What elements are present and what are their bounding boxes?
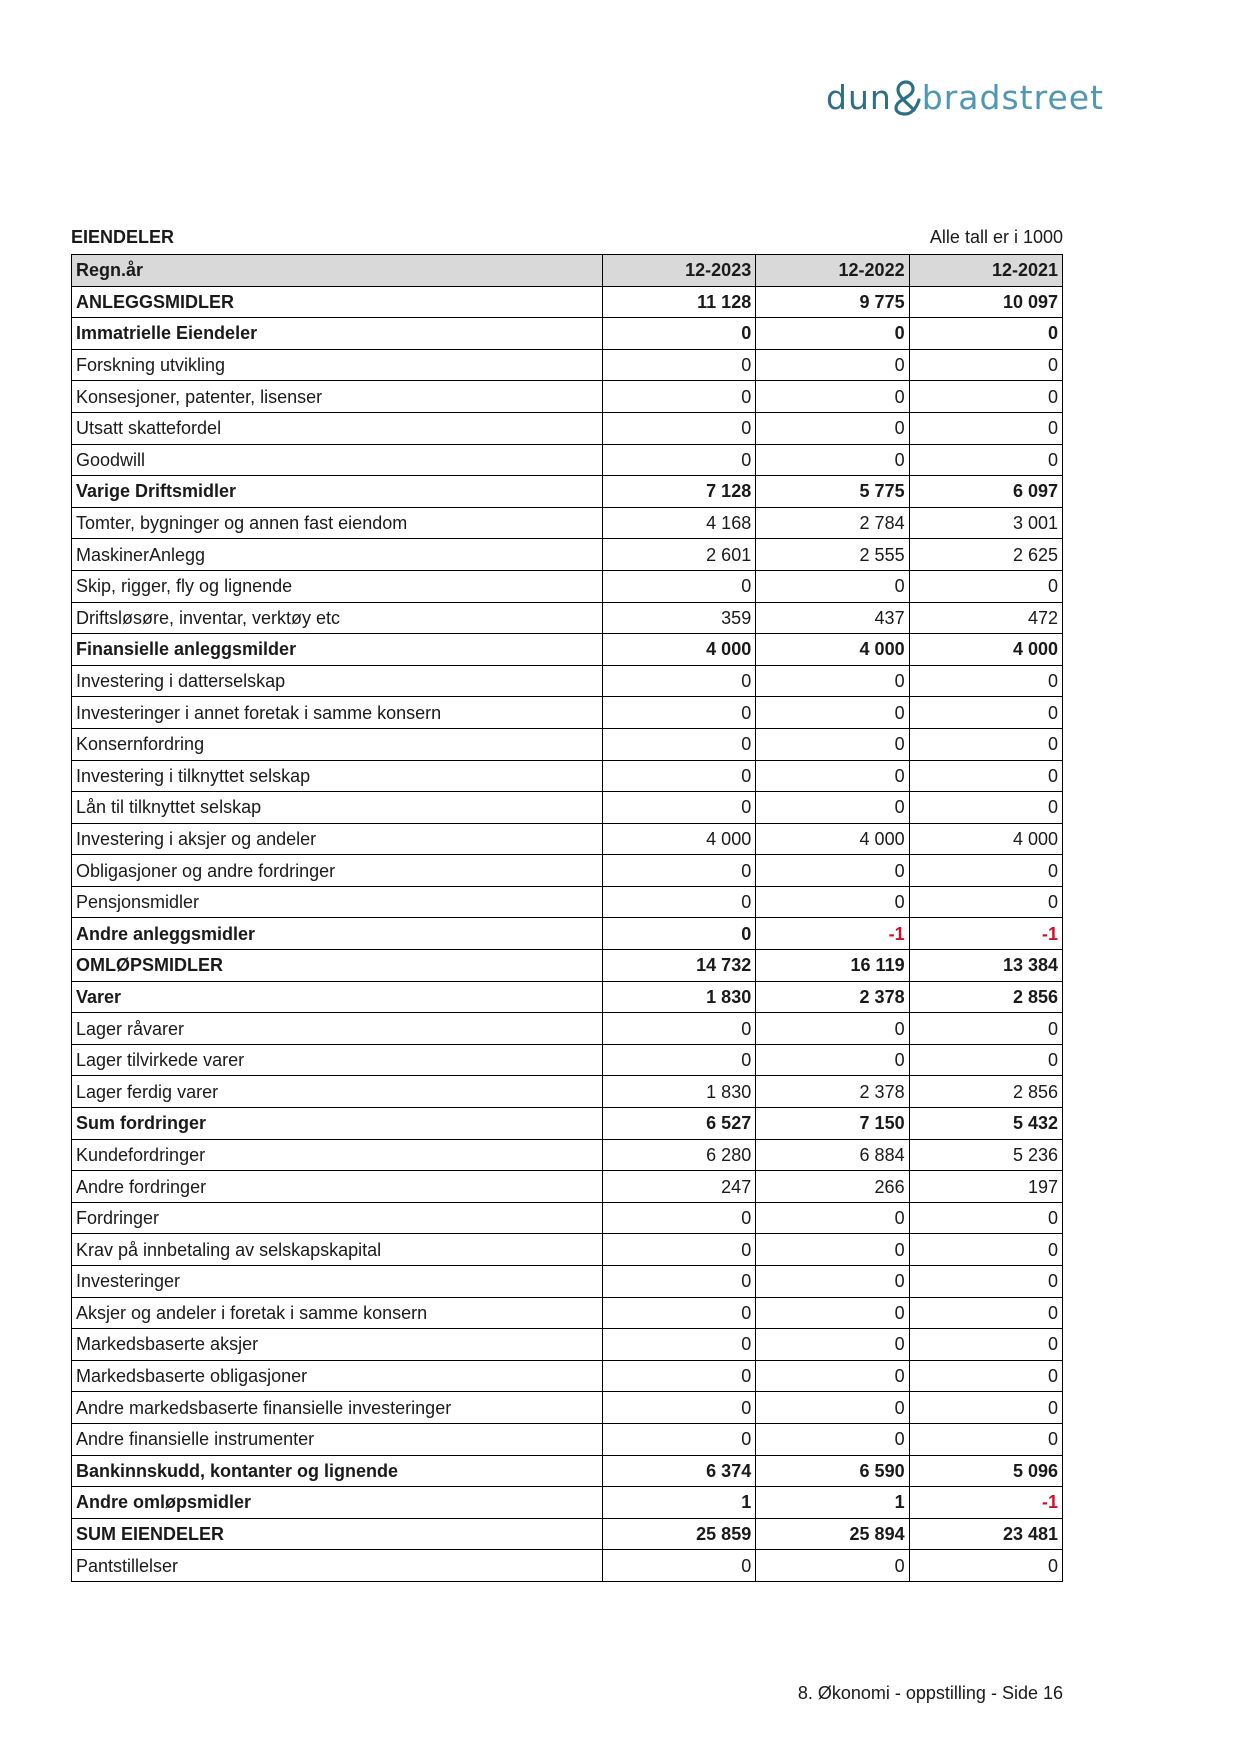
row-value: 0: [756, 412, 909, 444]
row-value: 16 119: [756, 950, 909, 982]
table-header-row: [72, 255, 1063, 287]
row-value: 25 894: [756, 1518, 909, 1550]
row-value: 0: [602, 665, 755, 697]
row-label: Fordringer: [72, 1202, 603, 1234]
row-label: Andre anleggsmidler: [72, 918, 603, 950]
row-value: 0: [909, 665, 1062, 697]
row-label: SUM EIENDELER: [72, 1518, 603, 1550]
table-row: [72, 886, 1063, 918]
row-label: Investeringer: [72, 1266, 603, 1298]
table-row: [72, 507, 1063, 539]
row-label: Obligasjoner og andre fordringer: [72, 855, 603, 887]
row-value: 0: [756, 665, 909, 697]
table-row: [72, 476, 1063, 508]
row-value: 4 168: [602, 507, 755, 539]
row-value: 0: [909, 444, 1062, 476]
row-value: 0: [909, 1297, 1062, 1329]
row-label: Immatrielle Eiendeler: [72, 318, 603, 350]
row-label: MaskinerAnlegg: [72, 539, 603, 571]
table-row: [72, 1360, 1063, 1392]
table-row: [72, 412, 1063, 444]
table-row: [72, 1297, 1063, 1329]
row-label: Markedsbaserte aksjer: [72, 1329, 603, 1361]
table-row: [72, 760, 1063, 792]
row-value: 0: [602, 1329, 755, 1361]
row-label: Varige Driftsmidler: [72, 476, 603, 508]
table-row: [72, 634, 1063, 666]
row-value: 0: [756, 1044, 909, 1076]
table-row: [72, 981, 1063, 1013]
row-label: OMLØPSMIDLER: [72, 950, 603, 982]
row-label: Andre omløpsmidler: [72, 1487, 603, 1519]
row-value: 0: [909, 1329, 1062, 1361]
row-value: 0: [909, 1044, 1062, 1076]
table-row: [72, 1171, 1063, 1203]
row-label: Investering i datterselskap: [72, 665, 603, 697]
row-value: 0: [756, 1550, 909, 1582]
row-value: 0: [602, 1013, 755, 1045]
table-row: [72, 1423, 1063, 1455]
row-value: 0: [756, 855, 909, 887]
table-row: [72, 1487, 1063, 1519]
row-value: 2 856: [909, 981, 1062, 1013]
row-value: 0: [756, 1423, 909, 1455]
row-value: 6 280: [602, 1139, 755, 1171]
row-value: 1 830: [602, 981, 755, 1013]
table-row: [72, 1550, 1063, 1582]
row-value: 6 097: [909, 476, 1062, 508]
table-row: [72, 950, 1063, 982]
row-label: Goodwill: [72, 444, 603, 476]
table-row: [72, 792, 1063, 824]
row-value: 0: [602, 1044, 755, 1076]
row-value: 0: [602, 886, 755, 918]
row-label: Tomter, bygninger og annen fast eiendom: [72, 507, 603, 539]
row-value: 0: [909, 1360, 1062, 1392]
row-value: 4 000: [909, 634, 1062, 666]
row-value: 0: [909, 760, 1062, 792]
table-row: [72, 918, 1063, 950]
row-value: 4 000: [602, 823, 755, 855]
row-value: 0: [756, 1202, 909, 1234]
table-body: [72, 286, 1063, 1581]
row-value: 14 732: [602, 950, 755, 982]
row-value: 472: [909, 602, 1062, 634]
row-label: Forskning utvikling: [72, 349, 603, 381]
row-label: Lån til tilknyttet selskap: [72, 792, 603, 824]
row-value: 0: [909, 1013, 1062, 1045]
row-label: Driftsløsøre, inventar, verktøy etc: [72, 602, 603, 634]
row-value: 0: [909, 1423, 1062, 1455]
row-value: 359: [602, 602, 755, 634]
row-label: Andre finansielle instrumenter: [72, 1423, 603, 1455]
row-value: 0: [909, 1234, 1062, 1266]
row-value: 2 625: [909, 539, 1062, 571]
table-row: [72, 381, 1063, 413]
row-value: 0: [602, 1297, 755, 1329]
row-value: 0: [602, 855, 755, 887]
row-value: 0: [909, 792, 1062, 824]
row-value: 6 374: [602, 1455, 755, 1487]
table-row: [72, 823, 1063, 855]
row-value: 4 000: [909, 823, 1062, 855]
row-value: 0: [602, 1423, 755, 1455]
row-value: 0: [756, 570, 909, 602]
table-row: [72, 1013, 1063, 1045]
row-label: Markedsbaserte obligasjoner: [72, 1360, 603, 1392]
table-row: [72, 1455, 1063, 1487]
row-value: 0: [756, 1329, 909, 1361]
unit-note: Alle tall er i 1000: [929, 227, 1063, 247]
row-value: 2 555: [756, 539, 909, 571]
row-value: 0: [756, 1392, 909, 1424]
row-value: 0: [602, 570, 755, 602]
row-value: 11 128: [602, 286, 755, 318]
row-label: Andre fordringer: [72, 1171, 603, 1203]
balance-sheet-table: [71, 254, 1063, 1582]
row-value: 0: [602, 412, 755, 444]
row-value: 0: [756, 1234, 909, 1266]
row-value: 4 000: [756, 634, 909, 666]
table-row: [72, 728, 1063, 760]
row-value: 0: [756, 728, 909, 760]
row-value: 1: [602, 1487, 755, 1519]
row-value: 0: [602, 444, 755, 476]
row-value: 2 601: [602, 539, 755, 571]
row-label: Varer: [72, 981, 603, 1013]
row-value: 6 527: [602, 1108, 755, 1140]
row-value: 0: [909, 318, 1062, 350]
row-label: Konsesjoner, patenter, lisenser: [72, 381, 603, 413]
row-value: 1: [756, 1487, 909, 1519]
row-value: 0: [756, 1013, 909, 1045]
row-value: 10 097: [909, 286, 1062, 318]
table-row: [72, 1392, 1063, 1424]
row-value: 0: [602, 349, 755, 381]
row-value: 1 830: [602, 1076, 755, 1108]
row-value: 2 378: [756, 1076, 909, 1108]
row-label: Konsernfordring: [72, 728, 603, 760]
row-label: Investeringer i annet foretak i samme konsern: [72, 697, 603, 729]
header-year: 12-2022: [756, 255, 909, 287]
row-label: Krav på innbetaling av selskapskapital: [72, 1234, 603, 1266]
row-value: 0: [756, 1266, 909, 1298]
row-value: 25 859: [602, 1518, 755, 1550]
row-label: Lager ferdig varer: [72, 1076, 603, 1108]
row-value: 9 775: [756, 286, 909, 318]
table-row: [72, 444, 1063, 476]
row-label: ANLEGGSMIDLER: [72, 286, 603, 318]
table-row: [72, 1518, 1063, 1550]
row-value: -1: [756, 918, 909, 950]
table-row: [72, 570, 1063, 602]
row-value: 7 150: [756, 1108, 909, 1140]
row-label: Utsatt skattefordel: [72, 412, 603, 444]
table-row: [72, 539, 1063, 571]
row-value: 0: [602, 1550, 755, 1582]
row-value: 6 590: [756, 1455, 909, 1487]
logo-text-bradstreet: bradstreet: [921, 78, 1104, 117]
header-year: 12-2021: [909, 255, 1062, 287]
row-value: 0: [909, 412, 1062, 444]
row-value: 13 384: [909, 950, 1062, 982]
row-value: 2 378: [756, 981, 909, 1013]
row-label: Skip, rigger, fly og lignende: [72, 570, 603, 602]
row-value: 23 481: [909, 1518, 1062, 1550]
row-label: Lager råvarer: [72, 1013, 603, 1045]
row-value: 0: [756, 318, 909, 350]
row-value: 0: [756, 760, 909, 792]
table-row: [72, 1202, 1063, 1234]
row-value: 0: [756, 886, 909, 918]
row-label: Finansielle anleggsmilder: [72, 634, 603, 666]
row-label: Investering i aksjer og andeler: [72, 823, 603, 855]
table-row: [72, 1329, 1063, 1361]
row-value: 5 236: [909, 1139, 1062, 1171]
table-row: [72, 1139, 1063, 1171]
row-value: 5 096: [909, 1455, 1062, 1487]
row-value: 0: [909, 728, 1062, 760]
row-value: 0: [909, 1202, 1062, 1234]
row-label: Lager tilvirkede varer: [72, 1044, 603, 1076]
row-value: 0: [602, 381, 755, 413]
row-value: 0: [602, 760, 755, 792]
row-value: 0: [756, 1360, 909, 1392]
table-row: [72, 1234, 1063, 1266]
table-row: [72, 1266, 1063, 1298]
row-value: 4 000: [602, 634, 755, 666]
table-row: [72, 1076, 1063, 1108]
row-value: 0: [756, 792, 909, 824]
row-value: 247: [602, 1171, 755, 1203]
dun-bradstreet-logo: [826, 76, 1104, 126]
table-row: [72, 286, 1063, 318]
table-row: [72, 665, 1063, 697]
row-value: 0: [602, 918, 755, 950]
row-value: 5 432: [909, 1108, 1062, 1140]
row-value: 0: [909, 855, 1062, 887]
row-label: Pantstillelser: [72, 1550, 603, 1582]
row-value: 0: [602, 792, 755, 824]
row-label: Sum fordringer: [72, 1108, 603, 1140]
logo-text-dun: dun: [826, 78, 892, 117]
row-value: 0: [909, 886, 1062, 918]
table-row: [72, 855, 1063, 887]
row-value: -1: [909, 1487, 1062, 1519]
row-label: Bankinnskudd, kontanter og lignende: [72, 1455, 603, 1487]
row-value: 0: [756, 381, 909, 413]
row-label: Aksjer og andeler i foretak i samme konsern: [72, 1297, 603, 1329]
row-value: 0: [602, 1266, 755, 1298]
row-value: 197: [909, 1171, 1062, 1203]
row-value: 0: [909, 1266, 1062, 1298]
row-value: 0: [909, 570, 1062, 602]
row-label: Pensjonsmidler: [72, 886, 603, 918]
header-label: Regn.år: [72, 255, 603, 287]
table-row: [72, 318, 1063, 350]
row-value: 7 128: [602, 476, 755, 508]
row-value: 0: [602, 1202, 755, 1234]
row-value: 0: [602, 1360, 755, 1392]
row-value: 0: [909, 1392, 1062, 1424]
ampersand-icon: [892, 76, 922, 116]
row-value: -1: [909, 918, 1062, 950]
table-row: [72, 349, 1063, 381]
row-value: 0: [756, 444, 909, 476]
row-value: 2 856: [909, 1076, 1062, 1108]
section-title: EIENDELER: [71, 227, 175, 247]
row-value: 0: [602, 697, 755, 729]
row-value: 0: [909, 349, 1062, 381]
table-row: [72, 1044, 1063, 1076]
row-value: 0: [756, 697, 909, 729]
table-row: [72, 697, 1063, 729]
header-year: 12-2023: [602, 255, 755, 287]
row-value: 3 001: [909, 507, 1062, 539]
row-value: 4 000: [756, 823, 909, 855]
row-label: Andre markedsbaserte finansielle investeringer: [72, 1392, 603, 1424]
row-value: 0: [756, 1297, 909, 1329]
row-value: 0: [756, 349, 909, 381]
row-label: Kundefordringer: [72, 1139, 603, 1171]
table-row: [72, 1108, 1063, 1140]
row-value: 266: [756, 1171, 909, 1203]
row-value: 0: [602, 318, 755, 350]
row-label: Investering i tilknyttet selskap: [72, 760, 603, 792]
row-value: 6 884: [756, 1139, 909, 1171]
row-value: 0: [602, 1392, 755, 1424]
row-value: 2 784: [756, 507, 909, 539]
row-value: 437: [756, 602, 909, 634]
row-value: 0: [909, 697, 1062, 729]
row-value: 0: [602, 1234, 755, 1266]
row-value: 5 775: [756, 476, 909, 508]
row-value: 0: [909, 1550, 1062, 1582]
row-value: 0: [909, 381, 1062, 413]
row-value: 0: [602, 728, 755, 760]
page-footer: 8. Økonomi - oppstilling - Side 16: [797, 1683, 1063, 1703]
table-row: [72, 602, 1063, 634]
